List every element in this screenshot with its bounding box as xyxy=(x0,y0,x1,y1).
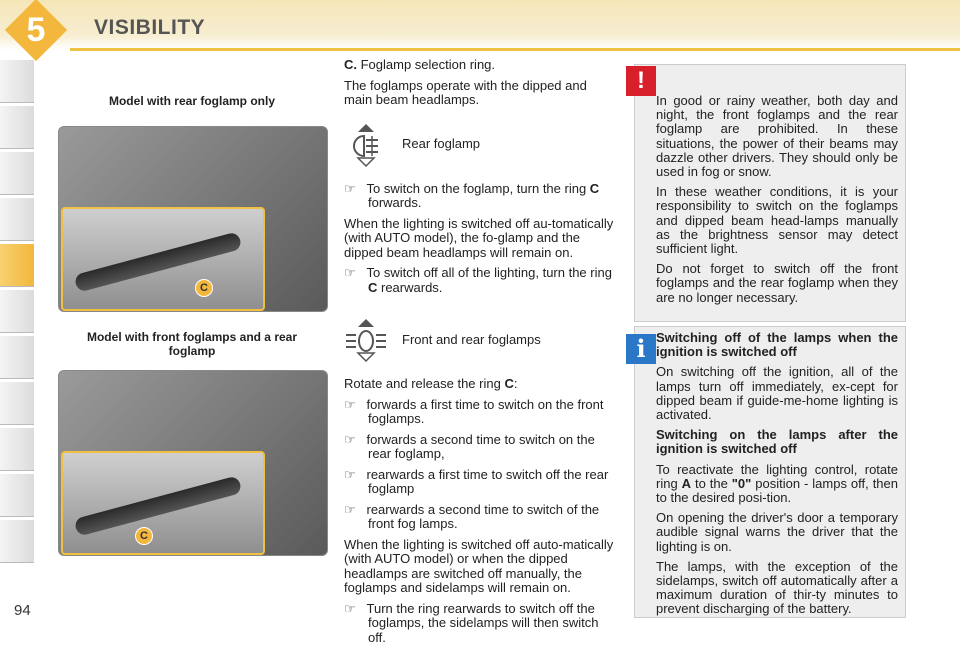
page-number: 94 xyxy=(14,602,31,619)
side-tab-4[interactable] xyxy=(0,198,34,241)
info-p1: On switching off the ignition, all of the lamps turn off immediately, ex-cept for dipped beam if guide-me-home lighting is activated. xyxy=(656,364,898,423)
side-tab-7[interactable] xyxy=(0,336,34,379)
caption-front-rear: Model with front foglamps and a rear foglamp xyxy=(86,330,298,358)
side-tab-9[interactable] xyxy=(0,428,34,471)
side-tab-3[interactable] xyxy=(0,152,34,195)
rear-foglamp-label: Rear foglamp xyxy=(402,136,481,152)
stalk-inset-2 xyxy=(61,451,265,555)
info-p2: To reactivate the lighting control, rotate ring A to the "0" position - lamps off, then to the desired posi-tion. xyxy=(656,461,898,506)
info-icon: i xyxy=(626,334,656,364)
side-tab-11[interactable] xyxy=(0,520,34,563)
front-rear-foglamp-label: Front and rear foglamps xyxy=(402,331,541,347)
bullet-rearwards-1: ☞ rearwards a first time to switch off the rear foglamp xyxy=(344,466,609,496)
warning-icon: ! xyxy=(626,66,656,96)
auto-paragraph-2: When the lighting is switched off auto-matically (with AUTO model) or when the dipped headlamps are switched off manually, the foglamps and sidelamps will remain on. xyxy=(344,536,614,595)
photo-front-rear-foglamp-stalk xyxy=(58,370,328,556)
info-heading-2: Switching on the lamps after the ignition is switched off xyxy=(656,427,898,457)
info-p4: The lamps, with the exception of the sidelamps, switch off automatically after a maximum duration of thir-ty minutes to prevent discharging of the battery. xyxy=(656,558,898,617)
ring-c-marker: C xyxy=(195,279,213,297)
bullet-turn-rearwards: ☞ Turn the ring rearwards to switch off the foglamps, the sidelamps will then switch off. xyxy=(344,600,599,645)
info-text xyxy=(656,331,898,623)
side-tab-5-active[interactable] xyxy=(0,244,34,287)
stalk-inset xyxy=(61,207,265,311)
caption-rear-only: Model with rear foglamp only xyxy=(108,94,275,108)
side-tab-strip xyxy=(0,60,34,580)
bullet-forwards-1: ☞ forwards a first time to switch on the front foglamps. xyxy=(344,396,604,426)
side-tab-1[interactable] xyxy=(0,60,34,103)
rear-foglamp-row xyxy=(344,122,616,168)
front-rear-foglamp-row xyxy=(344,317,616,363)
lighting-stalk xyxy=(74,231,243,292)
side-tab-2[interactable] xyxy=(0,106,34,149)
warning-p1: In good or rainy weather, both day and night, the front foglamps and the rear foglamp are prohibited. In these situations, the power of their beams may dazzle other drivers. They should only be used in fog or snow. xyxy=(656,93,898,180)
bullet-rearwards-2: ☞ rearwards a second time to switch of the front fog lamps. xyxy=(344,501,600,531)
rotate-line: Rotate and release the ring C: xyxy=(344,376,518,391)
warning-p3: Do not forget to switch off the front foglamps and the rear foglamp when they are no longer necessary. xyxy=(656,261,898,305)
auto-paragraph: When the lighting is switched off au-tomatically (with AUTO model), the fo-glamp and the dipped beam headlamps will remain on. xyxy=(344,215,614,260)
info-p3: On opening the driver's door a temporary audible signal warns the driver that the lighting is on. xyxy=(656,510,898,554)
side-tab-10[interactable] xyxy=(0,474,34,517)
rear-foglamp-icon xyxy=(344,122,388,168)
warning-p2: In these weather conditions, it is your responsibility to switch on the foglamps and dipped beam head-lamps manually as the brightness sensor may detect sufficient light. xyxy=(656,184,898,257)
ring-c-marker-2: C xyxy=(135,527,153,545)
photo-rear-foglamp-stalk xyxy=(58,126,328,312)
bullet-switch-off: ☞ To switch off all of the lighting, turn the ring C rearwards. xyxy=(344,265,612,295)
side-tab-6[interactable] xyxy=(0,290,34,333)
warning-text xyxy=(656,94,898,311)
intro-line: C. Foglamp selection ring. xyxy=(344,57,496,72)
intro-paragraph: The foglamps operate with the dipped and main beam headlamps. xyxy=(344,77,587,107)
chapter-number: 5 xyxy=(26,11,46,49)
info-heading-1: Switching off of the lamps when the ignition is switched off xyxy=(656,330,898,360)
instructions-column xyxy=(344,58,616,651)
bullet-switch-on: ☞ To switch on the foglamp, turn the ring C forwards. xyxy=(344,180,600,210)
front-rear-foglamp-icon xyxy=(344,317,388,363)
header-rule xyxy=(70,48,960,51)
lighting-stalk-2 xyxy=(74,475,243,536)
page-title: VISIBILITY xyxy=(94,16,206,39)
bullet-forwards-2: ☞ forwards a second time to switch on the rear foglamp, xyxy=(344,431,595,461)
side-tab-8[interactable] xyxy=(0,382,34,425)
